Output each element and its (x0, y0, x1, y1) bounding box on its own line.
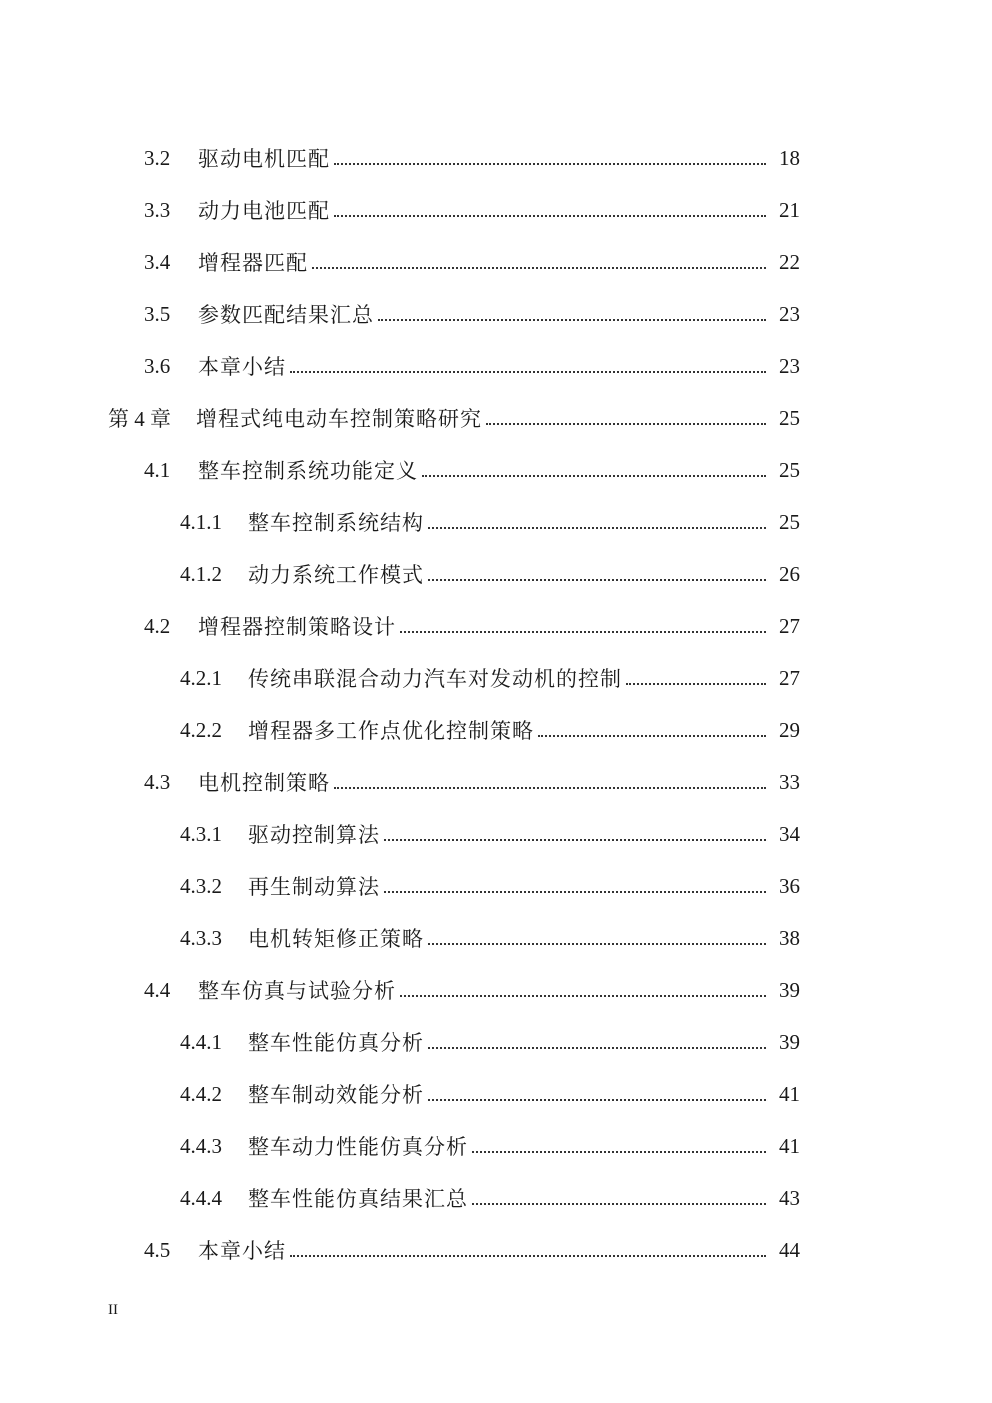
toc-entry-number: 4.4.1 (180, 1029, 222, 1054)
toc-entry (0, 756, 992, 808)
toc-entry-number: 4.2.1 (180, 665, 222, 690)
toc-entry-page-wrap (770, 1082, 800, 1107)
toc-entry-page: 38 (779, 925, 800, 950)
toc-entry (0, 1172, 992, 1224)
toc-entry-page-wrap (770, 614, 800, 639)
dot-leader (334, 163, 766, 165)
toc-entry-page-wrap (770, 770, 800, 795)
toc-entry-number: 4.1.1 (180, 509, 222, 534)
toc-entry-page: 44 (779, 1237, 800, 1262)
toc-entry-page-wrap (770, 406, 800, 431)
dot-leader (428, 943, 766, 945)
dot-leader (428, 1047, 766, 1049)
dot-leader (400, 995, 766, 997)
toc-entry-number: 4.3.1 (180, 821, 222, 846)
toc-entry (0, 444, 992, 496)
toc-entry-title: 整车仿真与试验分析 (198, 979, 396, 1003)
dot-leader (312, 267, 766, 269)
toc-entry (0, 704, 992, 756)
toc-entry (0, 236, 992, 288)
toc-entry (0, 652, 992, 704)
toc-entry-page: 41 (779, 1133, 800, 1158)
toc-entry-number: 4.2.2 (180, 717, 222, 742)
dot-leader (400, 631, 766, 633)
toc-entry-page: 23 (779, 353, 800, 378)
toc-entry-page-wrap (770, 198, 800, 223)
dot-leader (428, 579, 766, 581)
dot-leader (384, 839, 766, 841)
toc-entry-page: 27 (779, 613, 800, 638)
dot-leader (626, 683, 766, 685)
toc-entry (0, 860, 992, 912)
dot-leader (290, 371, 766, 373)
toc-entry-title: 动力系统工作模式 (248, 563, 424, 587)
toc-entry (0, 1224, 992, 1276)
toc-entry-title: 增程式纯电动车控制策略研究 (196, 407, 482, 431)
toc-entry-page-wrap (770, 510, 800, 535)
toc-entry-number: 3.3 (144, 197, 171, 222)
toc-entry-title: 驱动电机匹配 (198, 147, 330, 171)
toc-entry (0, 964, 992, 1016)
toc-entry (0, 548, 992, 600)
toc-entry-number: 4.1.2 (180, 561, 222, 586)
toc-entry-page: 29 (779, 717, 800, 742)
toc-entry-page-wrap (770, 874, 800, 899)
toc-entry-number: 3.6 (144, 353, 171, 378)
dot-leader (378, 319, 766, 321)
toc-entry-page-wrap (770, 1030, 800, 1055)
toc-entry-page: 23 (779, 301, 800, 326)
toc-entry-number: 4.1 (144, 457, 171, 482)
toc-entry-page: 25 (779, 509, 800, 534)
toc-entry-number: 3.5 (144, 301, 171, 326)
toc-entry-number: 4.5 (144, 1237, 171, 1262)
toc-entry (0, 1068, 992, 1120)
toc-entry-title: 整车性能仿真结果汇总 (248, 1187, 468, 1211)
toc-entry-page-wrap (770, 1238, 800, 1263)
toc-entry (0, 912, 992, 964)
dot-leader (334, 787, 766, 789)
toc-entry (0, 392, 992, 444)
toc-entry-title: 电机控制策略 (198, 771, 330, 795)
toc-entry (0, 1016, 992, 1068)
toc-entry-page: 34 (779, 821, 800, 846)
toc-entry (0, 1120, 992, 1172)
toc-entry-number: 4.2 (144, 613, 171, 638)
dot-leader (334, 215, 766, 217)
dot-leader (290, 1255, 766, 1257)
toc-entry-title: 电机转矩修正策略 (248, 927, 424, 951)
toc-entry-number: 4.4 (144, 977, 171, 1002)
toc-entry-page: 41 (779, 1081, 800, 1106)
toc-entry (0, 184, 992, 236)
toc-entry-title: 驱动控制算法 (248, 823, 380, 847)
toc-entry-number: 4.3.2 (180, 873, 222, 898)
toc-entry-page-wrap (770, 354, 800, 379)
toc-entry-title: 再生制动算法 (248, 875, 380, 899)
toc-entry-page: 25 (779, 405, 800, 430)
toc-entry (0, 600, 992, 652)
toc-entry (0, 808, 992, 860)
toc-entry-title: 增程器多工作点优化控制策略 (248, 719, 534, 743)
toc-entry-page: 33 (779, 769, 800, 794)
toc-entry-number: 3.2 (144, 145, 171, 170)
toc-entry-page-wrap (770, 666, 800, 691)
dot-leader (422, 475, 766, 477)
toc-entry-page-wrap (770, 1134, 800, 1159)
toc-entry-page-wrap (770, 302, 800, 327)
toc-entry-title: 增程器匹配 (198, 251, 308, 275)
toc-entry-page: 27 (779, 665, 800, 690)
dot-leader (472, 1151, 766, 1153)
toc-entry-page: 18 (779, 145, 800, 170)
toc-entry-title: 整车性能仿真分析 (248, 1031, 424, 1055)
toc-entry (0, 496, 992, 548)
toc-entry-page: 21 (779, 197, 800, 222)
toc-entry-page: 25 (779, 457, 800, 482)
toc-entry-page: 43 (779, 1185, 800, 1210)
toc-entry-number: 4.4.3 (180, 1133, 222, 1158)
dot-leader (384, 891, 766, 893)
toc-entry-title: 参数匹配结果汇总 (198, 303, 374, 327)
toc-entry-title: 整车动力性能仿真分析 (248, 1135, 468, 1159)
toc-entry-page: 26 (779, 561, 800, 586)
toc-entry-title: 传统串联混合动力汽车对发动机的控制 (248, 667, 622, 691)
toc-entry-title: 整车制动效能分析 (248, 1083, 424, 1107)
toc-entry-page: 39 (779, 1029, 800, 1054)
toc-entry-title: 动力电池匹配 (198, 199, 330, 223)
toc-entry-page-wrap (770, 718, 800, 743)
toc-entry-title: 本章小结 (198, 1239, 286, 1263)
dot-leader (472, 1203, 766, 1205)
toc-entry-number: 4.3 (144, 769, 171, 794)
table-of-contents (0, 132, 992, 1276)
toc-entry-number: 4.4.4 (180, 1185, 222, 1210)
toc-entry-title: 整车控制系统结构 (248, 511, 424, 535)
dot-leader (538, 735, 766, 737)
toc-entry-page-wrap (770, 926, 800, 951)
dot-leader (486, 423, 766, 425)
toc-entry-page: 36 (779, 873, 800, 898)
toc-entry-page-wrap (770, 146, 800, 171)
dot-leader (428, 527, 766, 529)
toc-entry-number: 3.4 (144, 249, 171, 274)
toc-entry-title: 本章小结 (198, 355, 286, 379)
toc-entry-page-wrap (770, 458, 800, 483)
toc-entry-title: 增程器控制策略设计 (198, 615, 396, 639)
toc-entry (0, 288, 992, 340)
toc-entry (0, 132, 992, 184)
toc-entry-number: 4.3.3 (180, 925, 222, 950)
toc-entry-page-wrap (770, 562, 800, 587)
toc-entry (0, 340, 992, 392)
toc-entry-page: 22 (779, 249, 800, 274)
toc-entry-title: 整车控制系统功能定义 (198, 459, 418, 483)
dot-leader (428, 1099, 766, 1101)
toc-entry-page-wrap (770, 1186, 800, 1211)
toc-entry-page: 39 (779, 977, 800, 1002)
toc-entry-number: 第 4 章 (108, 407, 171, 431)
toc-entry-page-wrap (770, 250, 800, 275)
toc-entry-page-wrap (770, 978, 800, 1003)
toc-entry-page-wrap (770, 822, 800, 847)
toc-entry-number: 4.4.2 (180, 1081, 222, 1106)
page-number: II (108, 1302, 118, 1318)
